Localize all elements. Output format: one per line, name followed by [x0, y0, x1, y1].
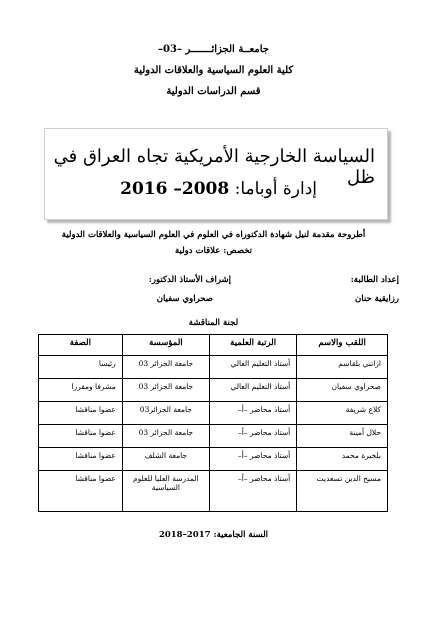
- committee-table: [38, 334, 388, 512]
- member-rank: أستاذ محاضر –أ–: [210, 402, 297, 425]
- member-rank: أستاذ التعليم العالي: [210, 356, 297, 379]
- table-row: [39, 425, 388, 448]
- committee-header-row: [39, 335, 388, 356]
- student-name: رزايقية حنان: [355, 294, 399, 304]
- thesis-title-line2: [120, 179, 317, 199]
- table-row: [39, 402, 388, 425]
- thesis-description: أطروحة مقدمة لنيل شهادة الدكتوراه في العلوم في العلوم السياسية والعلاقات الدولية: [61, 230, 366, 240]
- member-institution: جامعة الجزائر03: [122, 402, 209, 425]
- member-rank: أستاذ محاضر –أ–: [210, 448, 297, 471]
- member-role: عضوا مناقشا: [39, 425, 123, 448]
- supervisor-name: صحراوي سفيان: [156, 294, 213, 304]
- member-role: عضوا مناقشا: [39, 402, 123, 425]
- member-role: عضوا مناقشا: [39, 471, 123, 512]
- member-rank: أستاذ التعليم العالي: [210, 379, 297, 402]
- member-name: ازاتني بلقاسم: [297, 356, 388, 379]
- faculty-name: كلية العلوم السياسية والعلاقات الدولية: [133, 65, 294, 76]
- table-row: [39, 471, 388, 512]
- member-rank: أستاذ محاضر –أ–: [210, 425, 297, 448]
- member-institution: جامعة الجزائر 03: [122, 379, 209, 402]
- student-label: إعداد الطالبة:: [350, 275, 399, 285]
- university-name: جامعــة الجزائـــــــر –03–: [158, 44, 269, 55]
- header-name: اللقب والاسم: [297, 335, 388, 356]
- member-institution: جامعة الجزائر 03: [122, 425, 209, 448]
- member-name: كلاع شريفة: [297, 402, 388, 425]
- member-name: حلال أمينة: [297, 425, 388, 448]
- thesis-title-line1: السياسة الخارجية الأمريكية تجاه العراق في ظل: [53, 146, 375, 188]
- thesis-title-years: 2008– 2016: [120, 179, 230, 199]
- member-role: رئيسا: [39, 356, 123, 379]
- title-box: [44, 128, 388, 220]
- table-row: [39, 356, 388, 379]
- header-role: الصفة: [39, 335, 123, 356]
- thesis-specialty: تخصص: علاقات دولية: [174, 246, 253, 256]
- header-rank: الرتبة العلمية: [210, 335, 297, 356]
- member-name: بلخيرة محمد: [297, 448, 388, 471]
- member-institution: المدرسة العليا للعلوم السياسية: [122, 471, 209, 512]
- table-row: [39, 379, 388, 402]
- academic-year: السنة الجامعية: 2017–2018: [158, 530, 269, 540]
- member-institution: جامعة الشلف: [122, 448, 209, 471]
- table-row: [39, 448, 388, 471]
- department-name: قسم الدراسات الدولية: [166, 86, 261, 97]
- committee-title: لجنة المناقشة: [188, 318, 239, 328]
- member-role: عضوا مناقشا: [39, 448, 123, 471]
- member-name: مسيح الدين تسعديت: [297, 471, 388, 512]
- header-institution: المؤسسة: [122, 335, 209, 356]
- member-name: صحراوي سفيان: [297, 379, 388, 402]
- member-rank: أستاذ محاضر –أ–: [210, 471, 297, 512]
- thesis-title-administration: إدارة أوباما:: [234, 179, 317, 199]
- member-role: مشرفا ومقررا: [39, 379, 123, 402]
- member-institution: جامعة الجزائر 03: [122, 356, 209, 379]
- supervisor-label: إشراف الأستاذ الدكتور:: [148, 275, 231, 285]
